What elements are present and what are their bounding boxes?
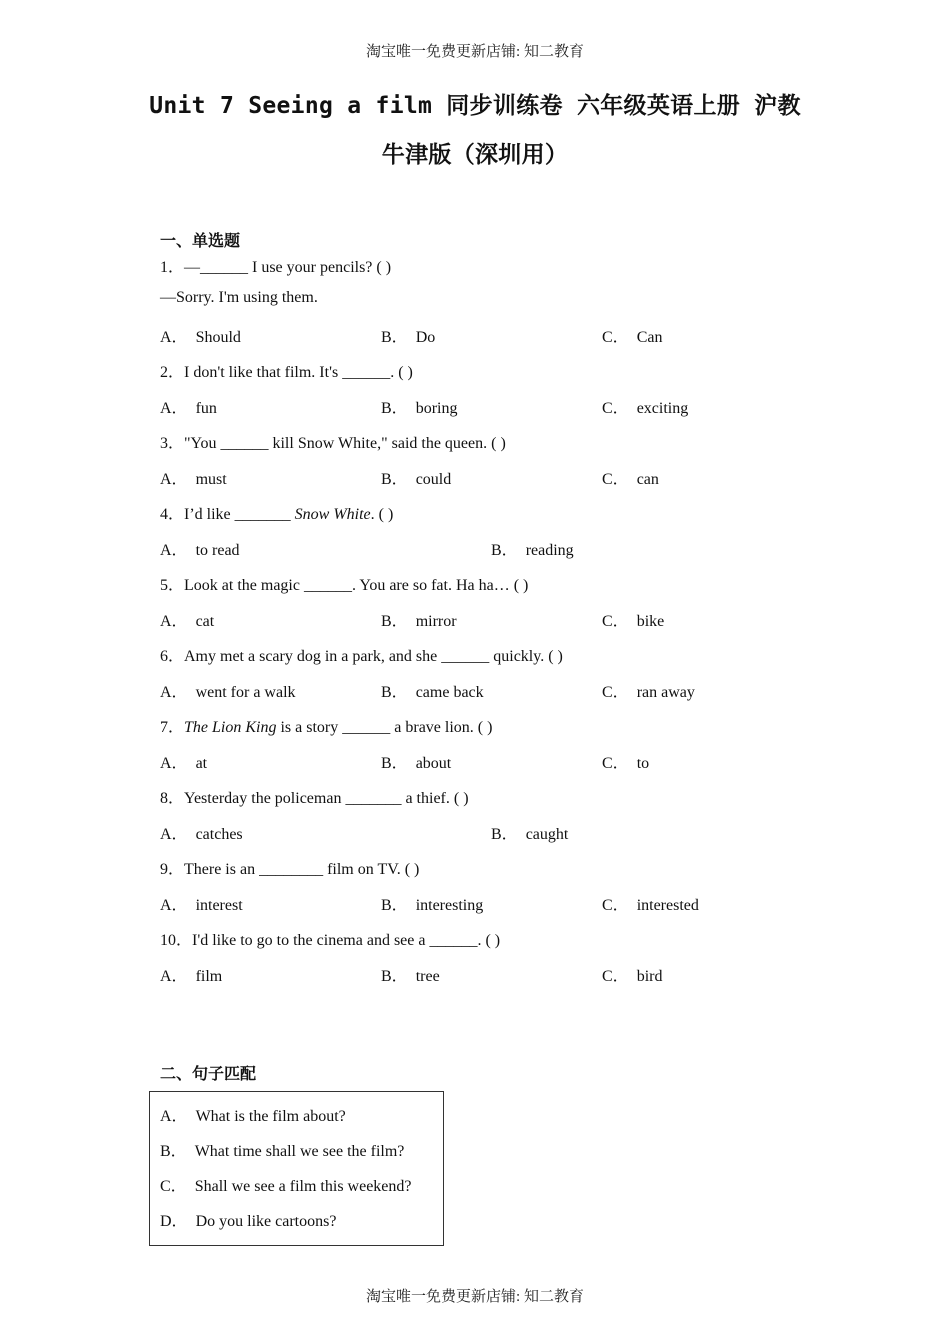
question-8-option-a: A． catches [160, 826, 243, 843]
question-7-option-b: B． about [381, 755, 452, 772]
question-7-option-a: A． at [160, 755, 208, 772]
question-10-option-a: A． film [160, 968, 223, 985]
question-3-stem: 3．"You ______ kill Snow White," said the queen. ( ) [160, 435, 506, 452]
question-10-stem: 10．I'd like to go to the cinema and see a ______. ( ) [160, 932, 501, 949]
question-9-option-c: C． interested [602, 897, 699, 914]
question-2-stem: 2．I don't like that film. It's ______. ( ) [160, 364, 413, 381]
matching-options-box [149, 1091, 444, 1246]
section-heading-sentence-matching: 二、句子匹配 [160, 1064, 257, 1083]
question-1-option-a: A． Should [160, 329, 241, 346]
question-6-option-b: B． came back [381, 684, 484, 701]
question-3-option-b: B． could [381, 471, 452, 488]
question-8-stem: 8．Yesterday the policeman _______ a thief. ( ) [160, 790, 469, 807]
question-8-option-b: B． caught [491, 826, 569, 843]
question-6-option-c: C． ran away [602, 684, 695, 701]
question-1-stem: 1．—______ I use your pencils? ( ) [160, 259, 392, 276]
question-10-option-c: C． bird [602, 968, 663, 985]
header-note: 淘宝唯一免费更新店铺: 知二教育 [366, 44, 584, 60]
question-10-option-b: B． tree [381, 968, 440, 985]
match-option-d: D． Do you like cartoons? [160, 1213, 337, 1230]
question-7-stem: 7．The Lion King is a story ______ a brave lion. ( ) [160, 719, 493, 736]
question-2-option-c: C． exciting [602, 400, 689, 417]
question-3-option-a: A． must [160, 471, 227, 488]
match-option-b: B． What time shall we see the film? [160, 1143, 405, 1160]
question-3-option-c: C． can [602, 471, 659, 488]
question-5-option-b: B． mirror [381, 613, 457, 630]
question-7-option-c: C． to [602, 755, 650, 772]
question-5-option-c: C． bike [602, 613, 665, 630]
footer-note: 淘宝唯一免费更新店铺: 知二教育 [366, 1289, 584, 1305]
question-9-option-b: B． interesting [381, 897, 484, 914]
question-4-option-a: A． to read [160, 542, 240, 559]
question-2-option-a: A． fun [160, 400, 217, 417]
document-title-line-1: Unit 7 Seeing a film 同步训练卷 六年级英语上册 沪教 [149, 93, 801, 119]
question-4-option-b: B． reading [491, 542, 574, 559]
question-6-option-a: A． went for a walk [160, 684, 296, 701]
match-option-a: A． What is the film about? [160, 1108, 346, 1125]
question-9-stem: 9．There is an ________ film on TV. ( ) [160, 861, 420, 878]
question-5-option-a: A． cat [160, 613, 215, 630]
question-4-stem: 4．I’d like _______ Snow White. ( ) [160, 506, 394, 523]
question-1-option-b: B． Do [381, 329, 436, 346]
question-2-option-b: B． boring [381, 400, 458, 417]
question-6-stem: 6．Amy met a scary dog in a park, and she ______ quickly. ( ) [160, 648, 563, 665]
section-heading-single-choice: 一、单选题 [160, 231, 241, 250]
question-1-reply: —Sorry. I'm using them. [160, 289, 318, 306]
document-title-line-2: 牛津版（深圳用） [381, 142, 569, 168]
question-9-option-a: A． interest [160, 897, 243, 914]
question-5-stem: 5．Look at the magic ______. You are so fat. Ha ha… ( ) [160, 577, 529, 594]
match-option-c: C． Shall we see a film this weekend? [160, 1178, 412, 1195]
question-1-option-c: C． Can [602, 329, 663, 346]
